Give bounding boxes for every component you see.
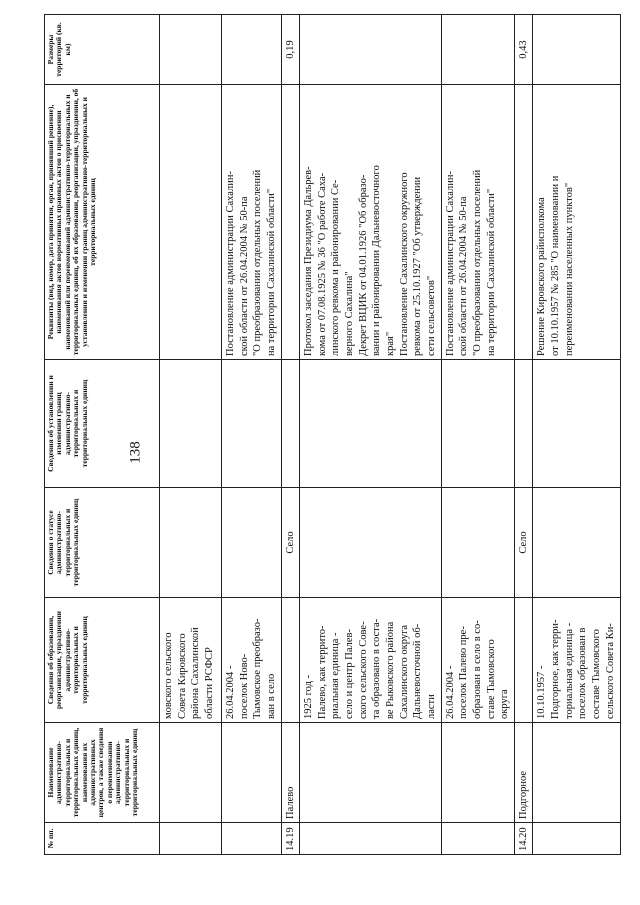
cell-requisites-line: переименовании населенных пунктов" <box>563 182 575 356</box>
table-body <box>160 15 621 855</box>
cell-reorg-line: поселок Ново- <box>238 653 250 719</box>
header-requisites: Реквизиты (вид, номер, дата принятия, орган, принявший решение), наименования актов нормативных правовых актов о присвоении наименований или переименований административно-территориальных и территориальных единиц, об их образовании, реорганизации, упразднении, об установлении и изменении границ административно-территориальных и территориальных единиц <box>45 85 160 360</box>
cell-requisites-line: на территории Сахалинской области" <box>485 188 497 356</box>
cell-requisites-line: Протокол заседания Президиума Дальрев- <box>303 166 315 356</box>
cell-reorg-line: мовского сельского <box>163 632 174 719</box>
cell-status <box>160 488 222 598</box>
cell-area: 0,43 <box>514 15 533 85</box>
cell-reorg-line: Подгорное, как терри- <box>550 619 562 719</box>
cell-name <box>300 723 441 823</box>
cell-requisites <box>514 85 533 360</box>
cell-reorg-line: ван в село <box>265 673 277 719</box>
cell-requisites-line: сети сельсоветов" <box>425 275 437 356</box>
cell-status: Село <box>514 488 533 598</box>
cell-requisites-line: от 10.10.1957 № 285 "О наименовании и <box>550 175 562 356</box>
cell-borders <box>514 360 533 488</box>
cell-requisites-line: на территории Сахалинской области" <box>265 188 277 356</box>
table-row <box>160 15 222 855</box>
cell-requisites <box>222 85 282 360</box>
cell-requisites <box>533 85 621 360</box>
cell-number <box>533 823 621 855</box>
cell-reorg-line: ласти <box>425 694 437 719</box>
cell-reorg-line: риальная единица - <box>330 632 342 719</box>
cell-reorg-line: Сахалинского округа <box>398 624 410 719</box>
cell-reorg-line: составе Тымовского <box>591 629 603 719</box>
cell-requisites-line: "О преобразовании отдельных поселений <box>471 169 483 356</box>
header-name: Наименование административно-территориальных и территориальных единиц, наименования их административных центров, а также сведения о переименовании административно-территориальных и территориальных единиц <box>45 723 160 823</box>
cell-reorg-line: та образовано в соста- <box>371 618 383 719</box>
cell-requisites-line: кома от 07.08.1925 № 36 "О работе Саха- <box>316 172 328 356</box>
cell-requisites <box>281 85 300 360</box>
table-row <box>441 15 514 855</box>
cell-requisites-line: Постановление администрации Сахалин- <box>225 170 236 356</box>
table-row <box>514 15 533 855</box>
cell-requisites-line: Декрет ВЦИК от 04.01.1926 "Об образо- <box>357 174 369 356</box>
cell-reorg <box>514 598 533 723</box>
cell-reorg-line: округа <box>499 689 511 719</box>
header-status: Сведения о статусе административно-территориальных и территориальных единиц <box>45 488 160 598</box>
table-row <box>533 15 621 855</box>
cell-reorg <box>300 598 441 723</box>
cell-reorg <box>222 598 282 723</box>
table-row <box>281 15 300 855</box>
cell-area <box>160 15 222 85</box>
cell-number <box>441 823 514 855</box>
rotated-table-container <box>44 15 616 855</box>
cell-reorg-line: 26.04.2004 - <box>225 665 236 719</box>
cell-name <box>533 723 621 823</box>
cell-borders <box>222 360 282 488</box>
cell-requisites <box>160 85 222 360</box>
cell-status <box>300 488 441 598</box>
header-borders: Сведения об установлении и изменении границ административно-территориальных и территориальных единиц <box>45 360 160 488</box>
table-row <box>222 15 282 855</box>
territory-register-table <box>44 14 621 855</box>
cell-status <box>222 488 282 598</box>
cell-number <box>222 823 282 855</box>
cell-requisites-line: ской области от 26.04.2004 № 50-па <box>458 196 470 356</box>
cell-reorg-line: сельского Совета Ки- <box>604 623 616 719</box>
cell-status: Село <box>281 488 300 598</box>
cell-area <box>533 15 621 85</box>
cell-requisites-line: Постановление Сахалинского окружного <box>398 172 410 356</box>
cell-area <box>300 15 441 85</box>
cell-reorg-line: село и центр Палев- <box>344 629 356 719</box>
cell-requisites-line: Постановление администрации Сахалин- <box>444 170 456 356</box>
cell-reorg-line: района Сахалинской <box>190 627 202 719</box>
cell-reorg-line: 1925 год - <box>303 674 315 719</box>
cell-reorg-line: поселок образован в <box>577 627 589 719</box>
cell-reorg-line: образован в село в со- <box>471 620 483 719</box>
cell-reorg-line: ставе Тымовского <box>485 639 497 719</box>
cell-reorg-line: 26.04.2004 - <box>444 665 456 719</box>
cell-reorg <box>160 598 222 723</box>
cell-number <box>160 823 222 855</box>
cell-reorg-line: Палево, как террито- <box>316 625 328 719</box>
cell-requisites-line: ской области от 26.04.2004 № 50-па <box>238 196 250 356</box>
cell-reorg-line: ского сельского Сове- <box>357 621 369 719</box>
cell-requisites-line: Решение Кировского райисполкома <box>536 197 548 356</box>
cell-name <box>222 723 282 823</box>
cell-requisites-line: ревкома от 25.10.1927 "Об утверждении <box>412 176 424 356</box>
cell-number <box>300 823 441 855</box>
cell-borders <box>300 360 441 488</box>
cell-name: Палево <box>281 723 300 823</box>
header-no: № пп. <box>45 823 160 855</box>
cell-reorg-line: ториальная единица - <box>563 622 575 719</box>
cell-requisites-line: верного Сахалина" <box>344 271 356 356</box>
cell-reorg <box>441 598 514 723</box>
page-number: 138 <box>127 441 144 464</box>
cell-area: 0,19 <box>281 15 300 85</box>
cell-reorg-line: области РСФСР <box>203 647 215 719</box>
cell-requisites <box>300 85 441 360</box>
cell-reorg <box>533 598 621 723</box>
cell-borders <box>441 360 514 488</box>
cell-requisites <box>441 85 514 360</box>
cell-reorg-line: Совета Кировского <box>176 633 188 719</box>
cell-borders <box>533 360 621 488</box>
cell-reorg-line: ве Рыковского района <box>385 621 397 719</box>
cell-reorg-line: 10.10.1957 - <box>536 665 548 719</box>
table-row <box>300 15 441 855</box>
cell-borders <box>281 360 300 488</box>
cell-requisites-line: края" <box>385 331 397 356</box>
table-header-row <box>45 15 160 855</box>
cell-reorg-line: поселок Палево пре- <box>458 626 470 719</box>
header-reorg: Сведения об образовании, реорганизации, упразднении административно-территориальных и территориальных единиц <box>45 598 160 723</box>
cell-name <box>160 723 222 823</box>
cell-area <box>441 15 514 85</box>
cell-name: Подгорное <box>514 723 533 823</box>
cell-status <box>533 488 621 598</box>
cell-reorg-line: Тымовское преобразо- <box>252 618 264 719</box>
cell-reorg <box>281 598 300 723</box>
cell-number: 14.19 <box>281 823 300 855</box>
cell-area <box>222 15 282 85</box>
cell-number: 14.20 <box>514 823 533 855</box>
cell-status <box>441 488 514 598</box>
cell-requisites-line: вании и районировании Дальневосточного <box>371 165 383 356</box>
header-area: Размеры территорий (кв. км) <box>45 15 160 85</box>
cell-name <box>441 723 514 823</box>
cell-reorg-line: Дальневосточной об- <box>412 623 424 719</box>
cell-borders <box>160 360 222 488</box>
cell-requisites-line: линского ревкома и районировании Се- <box>330 179 342 356</box>
cell-requisites-line: "О преобразовании отдельных поселений <box>252 169 264 356</box>
